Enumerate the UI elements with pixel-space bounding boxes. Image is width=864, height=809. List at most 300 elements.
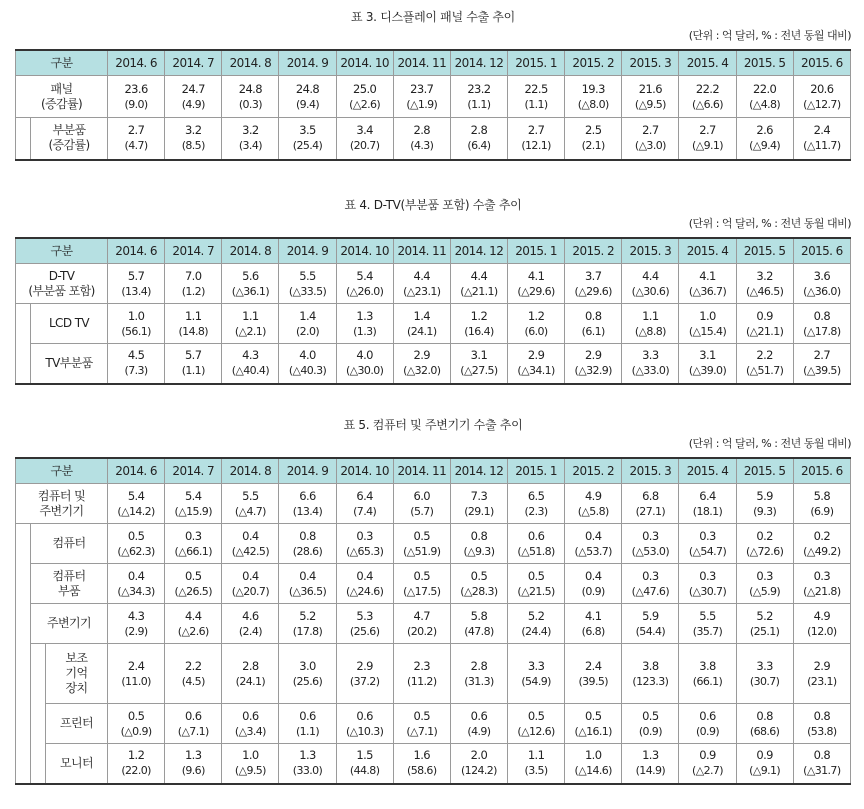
value-cell bbox=[565, 264, 622, 304]
value-cell bbox=[222, 604, 279, 644]
change-rate: (27.1) bbox=[635, 504, 666, 518]
change-rate: (14.8) bbox=[178, 324, 208, 338]
value-cell bbox=[679, 744, 736, 784]
column-header-month: 2015. 6 bbox=[793, 458, 850, 484]
value-cell bbox=[565, 564, 622, 604]
change-rate: (△14.2) bbox=[117, 504, 155, 518]
export-value: 5.5 bbox=[699, 608, 716, 623]
export-value: 2.9 bbox=[413, 348, 431, 363]
value-cell bbox=[622, 344, 679, 384]
export-value: 1.4 bbox=[299, 308, 316, 323]
export-value: 1.0 bbox=[127, 308, 145, 323]
change-rate: (△53.7) bbox=[574, 544, 612, 558]
change-rate: (△15.4) bbox=[688, 324, 727, 338]
row-label bbox=[31, 118, 108, 160]
value-cell bbox=[108, 644, 165, 704]
change-rate: (4.5) bbox=[181, 674, 205, 688]
change-rate: (△6.6) bbox=[692, 97, 723, 111]
value-cell bbox=[108, 304, 165, 344]
row-label bbox=[46, 744, 108, 784]
change-rate: (47.8) bbox=[464, 624, 494, 638]
change-rate: (4.9) bbox=[467, 724, 491, 738]
column-header-month: 2014. 6 bbox=[108, 50, 165, 76]
change-rate: (△29.6) bbox=[517, 284, 555, 298]
change-rate: (25.6) bbox=[349, 624, 380, 638]
change-rate: (△51.9) bbox=[403, 544, 441, 558]
row-label-line: D-TV bbox=[48, 268, 75, 283]
export-value: 3.7 bbox=[584, 268, 602, 283]
row-label-line: 컴퓨터 bbox=[52, 568, 86, 583]
value-cell bbox=[393, 704, 450, 744]
export-value: 7.3 bbox=[470, 488, 488, 503]
value-cell bbox=[450, 704, 507, 744]
change-rate: (△7.1) bbox=[406, 724, 438, 738]
export-value: 2.7 bbox=[813, 348, 831, 363]
header-category: 구분 bbox=[16, 458, 108, 484]
value-cell bbox=[508, 118, 565, 160]
change-rate: (30.7) bbox=[749, 674, 780, 688]
column-header-month: 2015. 1 bbox=[508, 238, 565, 264]
row-label-line: 컴퓨터 bbox=[52, 536, 86, 550]
value-cell bbox=[279, 524, 336, 564]
export-value: 20.6 bbox=[810, 81, 834, 96]
value-cell bbox=[793, 484, 850, 524]
change-rate: (△28.3) bbox=[460, 584, 498, 598]
value-cell bbox=[450, 304, 507, 344]
change-rate: (6.9) bbox=[810, 504, 834, 518]
row-label-line: 주변기기 bbox=[47, 616, 91, 630]
export-value: 25.0 bbox=[353, 81, 377, 96]
value-cell bbox=[336, 304, 393, 344]
value-cell bbox=[165, 118, 222, 160]
export-value: 2.7 bbox=[642, 123, 659, 138]
value-cell bbox=[508, 264, 565, 304]
value-cell bbox=[165, 304, 222, 344]
export-value: 2.9 bbox=[813, 658, 831, 673]
export-value: 4.6 bbox=[242, 608, 259, 623]
export-value: 3.8 bbox=[642, 658, 659, 673]
export-value: 0.5 bbox=[413, 708, 431, 723]
export-value: 2.8 bbox=[470, 658, 488, 673]
indent-cell bbox=[16, 118, 31, 160]
change-rate: (△2.1) bbox=[234, 324, 266, 338]
change-rate: (△47.6) bbox=[631, 584, 670, 598]
row-label-line: 부분품 bbox=[52, 123, 86, 138]
export-value: 2.8 bbox=[242, 658, 259, 673]
export-value: 2.2 bbox=[756, 348, 773, 363]
export-value: 3.2 bbox=[184, 123, 202, 138]
export-value: 1.2 bbox=[470, 308, 488, 323]
value-cell bbox=[622, 744, 679, 784]
export-value: 0.8 bbox=[299, 528, 316, 543]
value-cell bbox=[793, 524, 850, 564]
change-rate: (3.5) bbox=[524, 764, 548, 778]
value-cell bbox=[508, 564, 565, 604]
value-cell bbox=[508, 744, 565, 784]
value-cell bbox=[679, 524, 736, 564]
change-rate: (△32.0) bbox=[403, 364, 441, 378]
export-value: 3.5 bbox=[299, 123, 316, 138]
export-value: 0.5 bbox=[642, 708, 659, 723]
column-header-month: 2015. 2 bbox=[565, 458, 622, 484]
column-header-month: 2015. 2 bbox=[565, 50, 622, 76]
change-rate: (△12.7) bbox=[803, 97, 841, 111]
value-cell bbox=[679, 344, 736, 384]
change-rate: (△5.8) bbox=[577, 504, 609, 518]
export-value: 0.6 bbox=[527, 528, 545, 543]
value-cell bbox=[165, 704, 222, 744]
column-header-month: 2015. 5 bbox=[736, 458, 793, 484]
change-rate: (0.9) bbox=[695, 724, 720, 738]
export-value: 0.5 bbox=[413, 568, 431, 583]
change-rate: (△9.1) bbox=[749, 764, 781, 778]
value-cell bbox=[108, 744, 165, 784]
value-cell bbox=[108, 604, 165, 644]
export-value: 5.4 bbox=[127, 488, 145, 503]
value-cell bbox=[736, 344, 793, 384]
change-rate: (△2.7) bbox=[692, 764, 723, 778]
value-cell bbox=[279, 344, 336, 384]
column-header-month: 2014. 6 bbox=[108, 458, 165, 484]
value-cell bbox=[222, 264, 279, 304]
value-cell bbox=[793, 644, 850, 704]
change-rate: (△46.5) bbox=[745, 284, 784, 298]
change-rate: (44.8) bbox=[349, 764, 380, 778]
change-rate: (△40.3) bbox=[288, 364, 327, 378]
export-value: 0.4 bbox=[356, 568, 373, 583]
export-value: 0.4 bbox=[299, 568, 316, 583]
row-label-line: 프린터 bbox=[60, 716, 93, 730]
export-value: 0.6 bbox=[242, 708, 259, 723]
column-header-month: 2015. 6 bbox=[793, 50, 850, 76]
change-rate: (△24.6) bbox=[345, 584, 384, 598]
change-rate: (23.1) bbox=[807, 674, 837, 688]
export-value: 0.8 bbox=[470, 528, 488, 543]
export-value: 1.3 bbox=[299, 748, 316, 763]
export-value: 6.5 bbox=[527, 488, 545, 503]
export-value: 2.9 bbox=[527, 348, 545, 363]
column-header-month: 2014. 6 bbox=[108, 238, 165, 264]
export-value: 3.0 bbox=[299, 658, 316, 673]
value-cell bbox=[279, 118, 336, 160]
export-value: 3.3 bbox=[756, 658, 773, 673]
change-rate: (9.6) bbox=[181, 764, 205, 778]
value-cell bbox=[108, 344, 165, 384]
change-rate: (6.1) bbox=[581, 324, 605, 338]
value-cell bbox=[393, 76, 450, 118]
change-rate: (22.0) bbox=[121, 764, 151, 778]
export-value: 0.5 bbox=[184, 568, 202, 583]
export-value: 4.3 bbox=[127, 608, 145, 623]
column-header-month: 2015. 3 bbox=[622, 238, 679, 264]
value-cell bbox=[622, 604, 679, 644]
value-cell bbox=[165, 344, 222, 384]
export-value: 2.4 bbox=[127, 658, 145, 673]
export-value: 0.3 bbox=[813, 568, 831, 583]
value-cell bbox=[165, 524, 222, 564]
export-value: 0.6 bbox=[470, 708, 488, 723]
table-row bbox=[16, 524, 851, 564]
header-row bbox=[16, 50, 851, 76]
indent-cell bbox=[31, 644, 46, 704]
column-header-month: 2014. 8 bbox=[222, 50, 279, 76]
change-rate: (35.7) bbox=[692, 624, 723, 638]
export-value: 0.2 bbox=[756, 528, 773, 543]
value-cell bbox=[622, 704, 679, 744]
export-value: 1.1 bbox=[242, 308, 259, 323]
change-rate: (2.0) bbox=[295, 324, 320, 338]
change-rate: (0.3) bbox=[238, 97, 262, 111]
value-cell bbox=[679, 484, 736, 524]
change-rate: (△34.3) bbox=[117, 584, 155, 598]
row-label-line: TV부분품 bbox=[45, 355, 93, 370]
change-rate: (△62.3) bbox=[117, 544, 155, 558]
indent-cell bbox=[16, 744, 31, 784]
value-cell bbox=[622, 524, 679, 564]
export-value: 2.7 bbox=[699, 123, 716, 138]
change-rate: (1.2) bbox=[181, 284, 205, 298]
export-value: 4.1 bbox=[584, 608, 602, 623]
data-table bbox=[15, 237, 851, 385]
column-header-month: 2015. 1 bbox=[508, 50, 565, 76]
export-value: 2.0 bbox=[470, 748, 488, 763]
value-cell bbox=[565, 118, 622, 160]
row-label-line: 보조 bbox=[65, 651, 88, 665]
unit-note: (단위 : 억 달러, % : 전년 동월 대비) bbox=[688, 29, 851, 42]
change-rate: (9.3) bbox=[753, 504, 777, 518]
data-table bbox=[15, 49, 851, 161]
value-cell bbox=[508, 524, 565, 564]
column-header-month: 2014. 10 bbox=[336, 458, 393, 484]
export-value: 6.4 bbox=[356, 488, 373, 503]
export-value: 22.5 bbox=[524, 81, 548, 96]
value-cell bbox=[736, 524, 793, 564]
table-row bbox=[16, 304, 851, 344]
change-rate: (6.8) bbox=[581, 624, 605, 638]
value-cell bbox=[736, 704, 793, 744]
value-cell bbox=[565, 604, 622, 644]
value-cell bbox=[222, 644, 279, 704]
export-value: 23.2 bbox=[467, 81, 491, 96]
change-rate: (△36.0) bbox=[803, 284, 841, 298]
row-label bbox=[16, 76, 108, 118]
change-rate: (13.4) bbox=[121, 284, 151, 298]
change-rate: (△26.0) bbox=[345, 284, 384, 298]
value-cell bbox=[393, 264, 450, 304]
change-rate: (66.1) bbox=[692, 674, 723, 688]
value-cell bbox=[279, 564, 336, 604]
value-cell bbox=[279, 264, 336, 304]
value-cell bbox=[736, 564, 793, 604]
export-value: 4.9 bbox=[813, 608, 831, 623]
change-rate: (16.4) bbox=[464, 324, 494, 338]
export-value: 5.8 bbox=[813, 488, 831, 503]
export-value: 1.5 bbox=[356, 748, 373, 763]
value-cell bbox=[222, 704, 279, 744]
export-value: 1.1 bbox=[527, 748, 545, 763]
change-rate: (△33.0) bbox=[631, 364, 670, 378]
change-rate: (20.7) bbox=[349, 139, 380, 153]
change-rate: (1.1) bbox=[524, 97, 548, 111]
change-rate: (△54.7) bbox=[688, 544, 727, 558]
change-rate: (△4.8) bbox=[749, 97, 781, 111]
column-header-month: 2015. 5 bbox=[736, 238, 793, 264]
change-rate: (8.5) bbox=[181, 139, 205, 153]
export-value: 4.4 bbox=[642, 268, 659, 283]
export-value: 22.0 bbox=[753, 81, 777, 96]
value-cell bbox=[736, 304, 793, 344]
change-rate: (12.0) bbox=[807, 624, 837, 638]
export-value: 1.0 bbox=[242, 748, 259, 763]
change-rate: (1.1) bbox=[295, 724, 320, 738]
change-rate: (△30.6) bbox=[631, 284, 670, 298]
change-rate: (18.1) bbox=[692, 504, 723, 518]
value-cell bbox=[622, 564, 679, 604]
value-cell bbox=[793, 344, 850, 384]
row-label bbox=[31, 604, 108, 644]
value-cell bbox=[450, 644, 507, 704]
change-rate: (△49.2) bbox=[803, 544, 841, 558]
change-rate: (△27.5) bbox=[460, 364, 498, 378]
column-header-month: 2014. 7 bbox=[165, 238, 222, 264]
value-cell bbox=[565, 704, 622, 744]
change-rate: (4.7) bbox=[124, 139, 148, 153]
export-value: 3.4 bbox=[356, 123, 373, 138]
export-value: 4.0 bbox=[299, 348, 316, 363]
value-cell bbox=[108, 524, 165, 564]
change-rate: (58.6) bbox=[407, 764, 437, 778]
export-value: 4.1 bbox=[699, 268, 716, 283]
row-label bbox=[46, 644, 108, 704]
change-rate: (△53.0) bbox=[631, 544, 670, 558]
export-value: 1.2 bbox=[527, 308, 545, 323]
column-header-month: 2014. 7 bbox=[165, 458, 222, 484]
row-label-line: (증감률) bbox=[48, 138, 90, 153]
export-value: 2.7 bbox=[127, 123, 145, 138]
value-cell bbox=[565, 484, 622, 524]
indent-cell bbox=[16, 304, 31, 344]
value-cell bbox=[793, 564, 850, 604]
row-label bbox=[46, 704, 108, 744]
change-rate: (△17.8) bbox=[803, 324, 841, 338]
change-rate: (△32.9) bbox=[574, 364, 612, 378]
value-cell bbox=[450, 524, 507, 564]
value-cell bbox=[679, 704, 736, 744]
column-header-month: 2014. 9 bbox=[279, 238, 336, 264]
export-value: 0.3 bbox=[699, 528, 716, 543]
value-cell bbox=[450, 344, 507, 384]
change-rate: (△23.1) bbox=[403, 284, 441, 298]
export-value: 1.2 bbox=[127, 748, 145, 763]
value-cell bbox=[393, 484, 450, 524]
change-rate: (2.1) bbox=[581, 139, 605, 153]
export-value: 24.7 bbox=[181, 81, 205, 96]
unit-note: (단위 : 억 달러, % : 전년 동월 대비) bbox=[688, 217, 851, 230]
export-value: 3.1 bbox=[470, 348, 488, 363]
change-rate: (△30.7) bbox=[688, 584, 727, 598]
value-cell bbox=[736, 76, 793, 118]
change-rate: (56.1) bbox=[121, 324, 151, 338]
row-label bbox=[31, 304, 108, 344]
column-header-month: 2014. 11 bbox=[393, 458, 450, 484]
row-label-line: 모니터 bbox=[60, 755, 93, 770]
value-cell bbox=[508, 644, 565, 704]
value-cell bbox=[108, 76, 165, 118]
export-value: 5.7 bbox=[184, 348, 202, 363]
value-cell bbox=[222, 524, 279, 564]
export-value: 2.9 bbox=[356, 658, 373, 673]
row-label-line: 컴퓨터 및 bbox=[37, 488, 86, 503]
value-cell bbox=[736, 744, 793, 784]
column-header-month: 2015. 1 bbox=[508, 458, 565, 484]
change-rate: (△9.5) bbox=[634, 97, 666, 111]
export-value: 0.4 bbox=[242, 528, 259, 543]
change-rate: (△0.9) bbox=[120, 724, 152, 738]
change-rate: (4.3) bbox=[410, 139, 434, 153]
indent-cell bbox=[16, 524, 31, 564]
row-label-line: 부품 bbox=[58, 583, 80, 598]
change-rate: (△16.1) bbox=[574, 724, 612, 738]
export-value: 4.7 bbox=[413, 608, 431, 623]
change-rate: (△30.0) bbox=[345, 364, 384, 378]
change-rate: (△20.7) bbox=[231, 584, 270, 598]
export-value: 0.3 bbox=[756, 568, 773, 583]
value-cell bbox=[336, 744, 393, 784]
row-label bbox=[16, 264, 108, 304]
value-cell bbox=[793, 604, 850, 644]
indent-cell bbox=[31, 704, 46, 744]
value-cell bbox=[508, 304, 565, 344]
export-value: 4.4 bbox=[184, 608, 202, 623]
indent-cell bbox=[16, 604, 31, 644]
change-rate: (24.1) bbox=[407, 324, 437, 338]
export-value: 1.4 bbox=[413, 308, 431, 323]
row-label bbox=[16, 484, 108, 524]
change-rate: (29.1) bbox=[464, 504, 494, 518]
export-value: 1.0 bbox=[584, 748, 602, 763]
export-value: 21.6 bbox=[638, 81, 662, 96]
change-rate: (△12.6) bbox=[517, 724, 555, 738]
row-label bbox=[31, 344, 108, 384]
value-cell bbox=[165, 564, 222, 604]
value-cell bbox=[108, 704, 165, 744]
value-cell bbox=[450, 118, 507, 160]
export-value: 6.0 bbox=[413, 488, 431, 503]
unit-note: (단위 : 억 달러, % : 전년 동월 대비) bbox=[688, 437, 851, 450]
value-cell bbox=[279, 304, 336, 344]
export-value: 7.0 bbox=[184, 268, 202, 283]
table-row bbox=[16, 76, 851, 118]
table-title: 표 3. 디스플레이 패널 수출 추이 bbox=[351, 10, 515, 24]
row-label-line: (부분품 포함) bbox=[28, 283, 95, 298]
export-value: 4.1 bbox=[527, 268, 545, 283]
value-cell bbox=[222, 564, 279, 604]
change-rate: (5.7) bbox=[410, 504, 434, 518]
change-rate: (△51.7) bbox=[745, 364, 784, 378]
change-rate: (△3.0) bbox=[634, 139, 666, 153]
value-cell bbox=[165, 484, 222, 524]
value-cell bbox=[393, 604, 450, 644]
row-label-line: 패널 bbox=[50, 81, 73, 96]
export-value: 5.8 bbox=[470, 608, 488, 623]
change-rate: (1.3) bbox=[353, 324, 377, 338]
export-value: 0.3 bbox=[642, 568, 659, 583]
row-label-line: (증감률) bbox=[40, 96, 83, 111]
export-value: 1.3 bbox=[642, 748, 659, 763]
export-value: 0.2 bbox=[813, 528, 831, 543]
export-value: 5.5 bbox=[299, 268, 316, 283]
indent-cell bbox=[16, 704, 31, 744]
